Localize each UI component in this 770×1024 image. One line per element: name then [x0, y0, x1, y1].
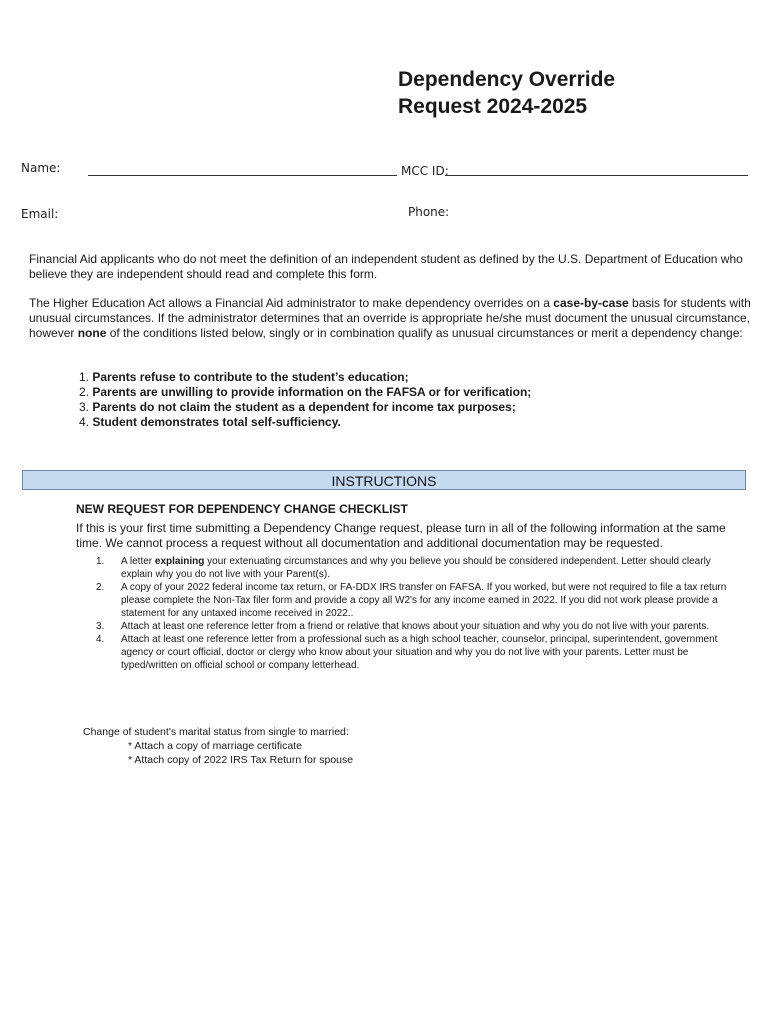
list-number: 3.	[78, 400, 89, 414]
list-text: Attach at least one reference letter from a friend or relative that knows about your situation and why you do not live with your parents.	[121, 621, 710, 632]
list-number: 4.	[96, 634, 105, 645]
p2-text-c: of the conditions listed below, singly or in combination qualify as unusual circumstances or merit a dependency change:	[106, 326, 743, 340]
marital-heading: Change of student's marital status from single to married:	[83, 726, 349, 738]
page-title	[398, 66, 615, 120]
checklist-items	[96, 555, 730, 672]
name-field-line[interactable]	[88, 175, 397, 176]
list-item	[74, 415, 754, 430]
list-number: 1.	[78, 370, 89, 384]
p2-text-a: The Higher Education Act allows a Financial Aid administrator to make dependency overrides on a	[29, 296, 554, 310]
name-label: Name:	[21, 161, 61, 175]
p2-bold-case: case-by-case	[553, 296, 629, 310]
list-number: 1.	[96, 556, 105, 567]
mcc-id-field-line[interactable]	[445, 175, 748, 176]
p2-text-b: basis for students with unusual circumstances. If the administrator determines that an override is appropriate he/she must document the unusual circumstance, however	[29, 296, 751, 340]
marital-item-2: * Attach copy of 2022 IRS Tax Return for spouse	[128, 754, 354, 766]
list-item	[74, 400, 754, 415]
intro-paragraph-2	[29, 296, 751, 341]
list-number: 3.	[96, 621, 105, 632]
list-number: 2.	[96, 582, 105, 593]
list-item	[96, 633, 730, 672]
instructions-bar: INSTRUCTIONS	[22, 470, 746, 490]
list-item	[74, 385, 754, 400]
list-text	[121, 555, 730, 581]
list-item	[74, 370, 754, 385]
title-line-2: Request 2024-2025	[398, 95, 588, 118]
checklist-heading: NEW REQUEST FOR DEPENDENCY CHANGE CHECKLIST	[76, 502, 408, 516]
list-text: Parents do not claim the student as a dependent for income tax purposes;	[92, 400, 516, 414]
list-item	[96, 620, 730, 633]
list-number: 2.	[78, 385, 89, 399]
list-number: 4.	[78, 415, 89, 429]
mcc-id-label: MCC ID:	[401, 164, 449, 178]
item1-bold: explaining	[154, 556, 205, 567]
list-item	[96, 581, 730, 620]
list-text: Parents refuse to contribute to the student’s education;	[92, 370, 409, 384]
p2-bold-none: none	[77, 326, 107, 340]
marital-item-1: * Attach a copy of marriage certificate	[128, 740, 302, 752]
conditions-list	[74, 370, 754, 430]
checklist-intro: If this is your first time submitting a Dependency Change request, please turn in all of the following information at the same time. We cannot process a request without all documentation and additional documentation may be requested.	[76, 521, 726, 550]
list-text: A copy of your 2022 federal income tax return, or FA-DDX IRS transfer on FAFSA. If you worked, but were not required to file a tax return please complete the Non-Tax filer form and provide a copy all W2's for any income earned in 2022. If you did not work please provide a statement for any untaxed income received in 2022..	[121, 582, 727, 619]
item1-text-b: your extenuating circumstances and why you believe you should be considered independent. Letter should clearly explain why you do not live with your Parent(s).	[121, 556, 711, 580]
list-text: Attach at least one reference letter from a professional such as a high school teacher, counselor, principal, superintendent, government agency or court official, doctor or clergy who know about your situation and why you do not live with your parents. Letter must be typed/written on official school or company letterhead.	[121, 634, 718, 671]
intro-paragraph-1: Financial Aid applicants who do not meet the definition of an independent student as defined by the U.S. Department of Education who believe they are independent should read and complete this form.	[29, 252, 743, 281]
phone-label: Phone:	[408, 205, 450, 219]
list-text: Parents are unwilling to provide information on the FAFSA or for verification;	[92, 385, 532, 399]
list-text: Student demonstrates total self-sufficiency.	[92, 415, 341, 429]
item1-text-a: A letter	[121, 556, 155, 567]
list-item	[96, 555, 730, 581]
title-line-1: Dependency Override	[398, 68, 616, 91]
marital-status-section	[83, 725, 353, 767]
email-label: Email:	[21, 207, 59, 221]
